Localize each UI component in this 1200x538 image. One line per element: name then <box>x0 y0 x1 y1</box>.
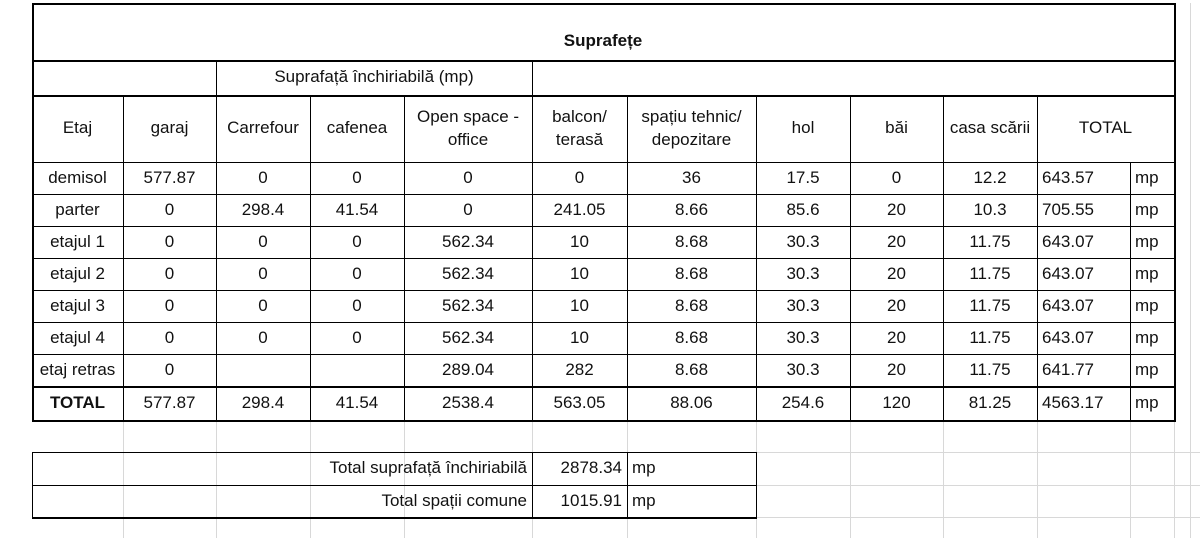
grid-line <box>32 60 1176 62</box>
grid-line <box>32 452 33 517</box>
grid-line <box>32 485 756 486</box>
table-cell: 643.07 <box>1042 231 1094 251</box>
table-cell: 2538.4 <box>442 392 494 412</box>
grid-line <box>123 95 124 420</box>
table-cell: 8.66 <box>674 199 709 219</box>
table-cell: 241.05 <box>553 199 606 219</box>
table-cell: 0 <box>352 167 362 187</box>
unit-cell: mp <box>1135 392 1159 412</box>
grid-line <box>756 517 1200 518</box>
row-floor-label: TOTAL <box>49 392 106 412</box>
table-cell: 577.87 <box>143 392 196 412</box>
table-cell: 0 <box>463 199 473 219</box>
table-cell: 254.6 <box>781 392 825 412</box>
table-cell: 20 <box>887 359 906 379</box>
table-cell: 298.4 <box>241 392 285 412</box>
table-cell: 0 <box>352 231 362 251</box>
grid-line <box>32 162 1176 163</box>
grid-line <box>756 95 757 420</box>
table-cell: 20 <box>887 295 906 315</box>
header-casa-scarii: casa scării <box>949 118 1031 138</box>
unit-cell: mp <box>1135 263 1159 283</box>
table-cell: 11.75 <box>969 231 1011 251</box>
table-cell: 8.68 <box>674 295 709 315</box>
grid-line <box>532 95 533 420</box>
grid-line <box>756 452 1200 453</box>
summary-label: Total suprafață închiriabilă <box>329 458 527 478</box>
table-cell: 289.04 <box>442 359 494 379</box>
unit-cell: mp <box>1135 167 1159 187</box>
table-cell: 0 <box>352 295 362 315</box>
table-cell: 11.75 <box>969 295 1011 315</box>
table-cell: 0 <box>891 167 902 187</box>
table-cell: 30.3 <box>786 327 820 347</box>
header-etaj: Etaj <box>62 118 93 138</box>
table-cell: 0 <box>352 263 362 283</box>
table-cell: 643.07 <box>1042 295 1094 315</box>
summary-unit: mp <box>632 458 656 478</box>
grid-line <box>532 60 533 95</box>
table-cell: 10 <box>570 295 589 315</box>
grid-line <box>32 3 1176 5</box>
header-spatiu-tehnic: spațiu tehnic/ depozitare <box>641 106 742 149</box>
table-cell: 30.3 <box>786 263 820 283</box>
table-cell: 0 <box>352 327 362 347</box>
table-cell: 41.54 <box>335 392 379 412</box>
summary-unit: mp <box>632 490 656 510</box>
unit-cell: mp <box>1135 295 1159 315</box>
table-cell: 0 <box>258 167 268 187</box>
grid-line <box>32 354 1176 355</box>
table-cell: 20 <box>887 231 906 251</box>
table-cell: 562.34 <box>442 231 494 251</box>
table-cell: 11.75 <box>969 359 1011 379</box>
table-cell: 0 <box>258 295 268 315</box>
grid-line <box>32 322 1176 323</box>
table-cell: 17.5 <box>786 167 820 187</box>
grid-line <box>32 226 1176 227</box>
grid-line <box>532 452 533 517</box>
grid-line <box>1037 420 1038 538</box>
table-cell: 643.07 <box>1042 263 1094 283</box>
header-carrefour: Carrefour <box>227 118 299 138</box>
table-cell: 11.75 <box>969 327 1011 347</box>
table-cell: 12.2 <box>973 167 1007 187</box>
table-cell: 4563.17 <box>1042 392 1104 412</box>
summary-value: 2878.34 <box>560 458 622 478</box>
table-cell: 562.34 <box>442 327 494 347</box>
table-cell: 81.25 <box>968 392 1012 412</box>
grid-line <box>32 258 1176 259</box>
grid-line <box>627 452 628 517</box>
table-cell: 641.77 <box>1042 359 1094 379</box>
grid-line <box>32 452 756 453</box>
grid-line <box>216 60 217 95</box>
grid-line <box>32 95 1176 97</box>
table-cell: 10.3 <box>973 199 1007 219</box>
header-cafenea: cafenea <box>326 118 388 138</box>
unit-cell: mp <box>1135 327 1159 347</box>
grid-line <box>627 95 628 420</box>
table-cell: 0 <box>574 167 585 187</box>
table-cell: 85.6 <box>786 199 820 219</box>
grid-line <box>310 95 311 420</box>
header-bai: băi <box>885 118 908 138</box>
table-cell: 10 <box>570 263 589 283</box>
grid-line <box>1130 162 1131 420</box>
table-cell: 643.57 <box>1042 167 1094 187</box>
table-cell: 0 <box>258 327 268 347</box>
grid-line <box>1190 3 1191 538</box>
grid-line <box>1174 420 1175 538</box>
table-cell: 8.68 <box>674 359 709 379</box>
table-cell: 20 <box>887 199 906 219</box>
table-cell: 562.34 <box>442 263 494 283</box>
grid-line <box>216 95 217 420</box>
table-cell: 30.3 <box>786 295 820 315</box>
table-cell: 120 <box>882 392 911 412</box>
grid-line <box>1037 95 1038 420</box>
grid-line <box>850 95 851 420</box>
table-cell: 8.68 <box>674 263 709 283</box>
grid-line <box>756 485 1200 486</box>
table-cell: 0 <box>164 199 175 219</box>
grid-line <box>32 194 1176 195</box>
header-garaj: garaj <box>150 118 189 138</box>
table-cell: 0 <box>164 231 175 251</box>
summary-label: Total spații comune <box>381 490 527 510</box>
table-cell: 577.87 <box>143 167 196 187</box>
table-title: Suprafețe <box>563 31 643 51</box>
table-cell: 30.3 <box>786 359 820 379</box>
table-cell: 0 <box>164 295 175 315</box>
header-open-space: Open space - office <box>416 106 520 149</box>
summary-value: 1015.91 <box>560 490 622 510</box>
table-cell: 0 <box>164 263 175 283</box>
header-hol: hol <box>791 118 815 138</box>
table-cell: 8.68 <box>674 231 709 251</box>
table-cell: 0 <box>258 263 268 283</box>
unit-cell: mp <box>1135 231 1159 251</box>
table-cell: 41.54 <box>335 199 379 219</box>
table-cell: 0 <box>463 167 473 187</box>
table-cell: 562.34 <box>442 295 494 315</box>
grid-line <box>32 290 1176 291</box>
table-cell: 0 <box>164 359 175 379</box>
row-floor-label: etajul 3 <box>50 295 105 315</box>
table-cell: 11.75 <box>969 263 1011 283</box>
row-floor-label: demisol <box>48 167 107 187</box>
grid-line <box>1174 3 1176 420</box>
grid-line <box>32 386 1176 388</box>
grid-line <box>943 420 944 538</box>
table-cell: 298.4 <box>241 199 285 219</box>
table-cell: 0 <box>258 231 268 251</box>
row-floor-label: etajul 4 <box>50 327 105 347</box>
grid-line <box>32 517 756 519</box>
table-cell: 88.06 <box>670 392 713 412</box>
table-cell: 20 <box>887 263 906 283</box>
table-cell: 8.68 <box>674 327 709 347</box>
table-cell: 705.55 <box>1042 199 1094 219</box>
row-floor-label: etajul 2 <box>50 263 105 283</box>
row-floor-label: parter <box>55 199 100 219</box>
grid-line <box>943 95 944 420</box>
table-cell: 643.07 <box>1042 327 1094 347</box>
table-cell: 282 <box>565 359 594 379</box>
grid-line <box>32 420 1176 422</box>
unit-cell: mp <box>1135 359 1159 379</box>
table-cell: 10 <box>570 231 589 251</box>
table-cell: 20 <box>887 327 906 347</box>
group-header-rentable-area: Suprafață închiriabilă (mp) <box>274 67 474 87</box>
grid-line <box>404 95 405 420</box>
grid-line <box>756 452 757 519</box>
header-balcon: balcon/ terasă <box>552 106 607 149</box>
row-floor-label: etajul 1 <box>50 231 105 251</box>
header-total: TOTAL <box>1078 118 1133 138</box>
table-cell <box>216 354 310 386</box>
table-cell: 563.05 <box>553 392 606 412</box>
table-cell: 36 <box>682 167 701 187</box>
grid-line <box>32 3 34 420</box>
table-cell: 10 <box>570 327 589 347</box>
grid-line <box>1130 420 1131 538</box>
table-cell: 30.3 <box>786 231 820 251</box>
grid-line <box>850 420 851 538</box>
row-floor-label: etaj retras <box>39 359 116 379</box>
table-cell <box>310 354 404 386</box>
unit-cell: mp <box>1135 199 1159 219</box>
table-cell: 0 <box>164 327 175 347</box>
